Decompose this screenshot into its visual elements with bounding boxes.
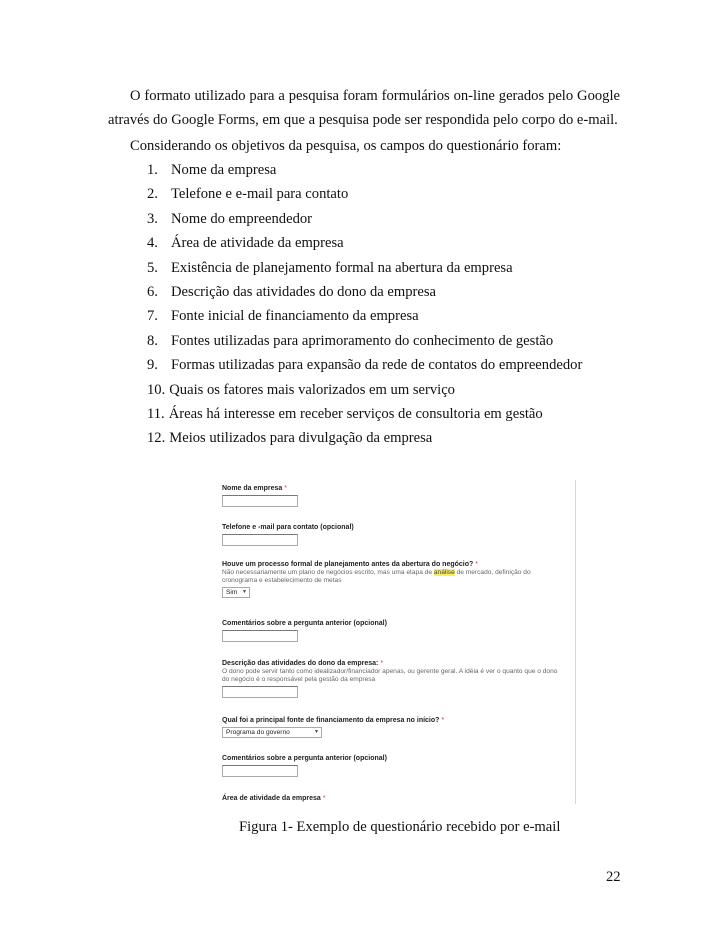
list-item-number: 4. bbox=[147, 235, 158, 252]
list-item-text: Meios utilizados para divulgação da empresa bbox=[169, 430, 433, 447]
list-item-text: Descrição das atividades do dono da empresa bbox=[171, 283, 437, 300]
form-label: Comentários sobre a pergunta anterior (opcional) bbox=[222, 755, 387, 762]
list-item-text: Área de atividade da empresa bbox=[171, 235, 344, 252]
questionnaire-field-item bbox=[147, 256, 582, 280]
list-item-text: Nome do empreendedor bbox=[171, 210, 313, 227]
form-help-text: O dono pode servir tanto como idealizador/financiador apenas, ou gerente geral. A idéia é ver o quanto que o dono do negócio é o responsável pela gestão da empresa bbox=[222, 668, 558, 683]
list-item-number: 7. bbox=[147, 308, 158, 325]
questionnaire-field-item bbox=[147, 182, 582, 206]
page-number: 22 bbox=[606, 869, 621, 885]
questionnaire-field-item bbox=[147, 329, 582, 353]
paragraph-1-line-2: através do Google Forms, em que a pesquisa pode ser respondida pelo corpo do e-mail. bbox=[108, 112, 618, 128]
paragraph-2: Considerando os objetivos da pesquisa, os campos do questionário foram: bbox=[130, 138, 562, 154]
company-name-input[interactable] bbox=[222, 495, 298, 507]
questionnaire-fields-list bbox=[147, 158, 582, 451]
list-item-number: 3. bbox=[147, 210, 158, 227]
list-item-text: Telefone e e-mail para contato bbox=[171, 186, 349, 203]
questionnaire-field-item bbox=[147, 207, 582, 231]
list-item-number: 8. bbox=[147, 332, 158, 349]
list-item-text: Formas utilizadas para expansão da rede de contatos do empreendedor bbox=[171, 357, 583, 374]
questionnaire-field-item bbox=[147, 426, 582, 450]
list-item-number: 5. bbox=[147, 259, 158, 276]
chevron-down-icon: ▼ bbox=[314, 729, 319, 735]
form-question-activity-area bbox=[222, 794, 326, 803]
list-item-number: 1. bbox=[147, 162, 158, 178]
required-mark: * bbox=[441, 717, 445, 724]
form-label: Descrição das atividades do dono da empresa: bbox=[222, 660, 379, 667]
figure-border-line bbox=[575, 480, 576, 804]
required-mark: * bbox=[475, 561, 478, 568]
list-item-number: 9. bbox=[147, 357, 158, 374]
list-item-number: 2. bbox=[147, 186, 158, 203]
required-mark: * bbox=[322, 795, 326, 802]
paragraph-1-line-1: O formato utilizado para a pesquisa foram formulários on-line gerados pelo Google bbox=[130, 88, 620, 104]
list-item-number: 11. bbox=[147, 405, 165, 422]
form-question-comments-1 bbox=[222, 619, 387, 642]
form-help-text: Não necessariamente um plano de negócios escrito, mas uma etapa de análise de mercado, definição do cronograma e estabelecimento de metas bbox=[222, 569, 531, 584]
list-item-text: Existência de planejamento formal na abertura da empresa bbox=[171, 259, 513, 276]
form-screenshot-figure bbox=[212, 476, 578, 808]
comments-2-input[interactable] bbox=[222, 765, 298, 777]
comments-1-input[interactable] bbox=[222, 630, 298, 642]
list-item-number: 6. bbox=[147, 283, 158, 300]
financing-select[interactable]: Programa do governo ▼ bbox=[222, 727, 322, 738]
list-item-text: Fonte inicial de financiamento da empresa bbox=[171, 308, 419, 325]
form-question-planning bbox=[222, 560, 562, 598]
questionnaire-field-item bbox=[147, 158, 582, 182]
form-question-financing bbox=[222, 716, 444, 738]
contact-input[interactable] bbox=[222, 534, 298, 546]
list-item-number: 10. bbox=[147, 381, 166, 398]
form-label: Área de atividade da empresa bbox=[222, 795, 321, 802]
form-label: Comentários sobre a pergunta anterior (opcional) bbox=[222, 620, 387, 627]
list-item-text: Fontes utilizadas para aprimoramento do conhecimento de gestão bbox=[171, 332, 554, 349]
form-label: Qual foi a principal fonte de financiamento da empresa no início? bbox=[222, 717, 440, 724]
questionnaire-field-item bbox=[147, 304, 582, 328]
list-item-text: Nome da empresa bbox=[171, 162, 277, 178]
list-item-text: Quais os fatores mais valorizados em um serviço bbox=[169, 381, 455, 398]
form-question-owner-activities bbox=[222, 659, 562, 698]
questionnaire-field-item bbox=[147, 378, 582, 402]
chevron-down-icon: ▼ bbox=[242, 589, 247, 595]
form-label: Nome da empresa bbox=[222, 485, 283, 492]
required-mark: * bbox=[284, 485, 287, 492]
highlighted-word: análise bbox=[433, 569, 455, 576]
owner-activities-input[interactable] bbox=[222, 686, 298, 698]
form-label: Telefone e -mail para contato (opcional) bbox=[222, 524, 354, 531]
questionnaire-field-item bbox=[147, 280, 582, 304]
figure-caption: Figura 1- Exemplo de questionário recebido por e-mail bbox=[239, 819, 561, 835]
form-question-contact bbox=[222, 523, 354, 546]
form-question-company-name bbox=[222, 484, 298, 507]
questionnaire-field-item bbox=[147, 231, 582, 255]
list-item-text: Áreas há interesse em receber serviços de consultoria em gestão bbox=[168, 405, 543, 422]
questionnaire-field-item bbox=[147, 353, 582, 377]
required-mark: * bbox=[380, 660, 384, 667]
form-question-comments-2 bbox=[222, 754, 387, 777]
form-label: Houve um processo formal de planejamento antes da abertura do negócio? bbox=[222, 561, 474, 568]
list-item-number: 12. bbox=[147, 430, 166, 447]
questionnaire-field-item bbox=[147, 402, 582, 426]
planning-select[interactable]: Sim ▼ bbox=[222, 587, 250, 598]
